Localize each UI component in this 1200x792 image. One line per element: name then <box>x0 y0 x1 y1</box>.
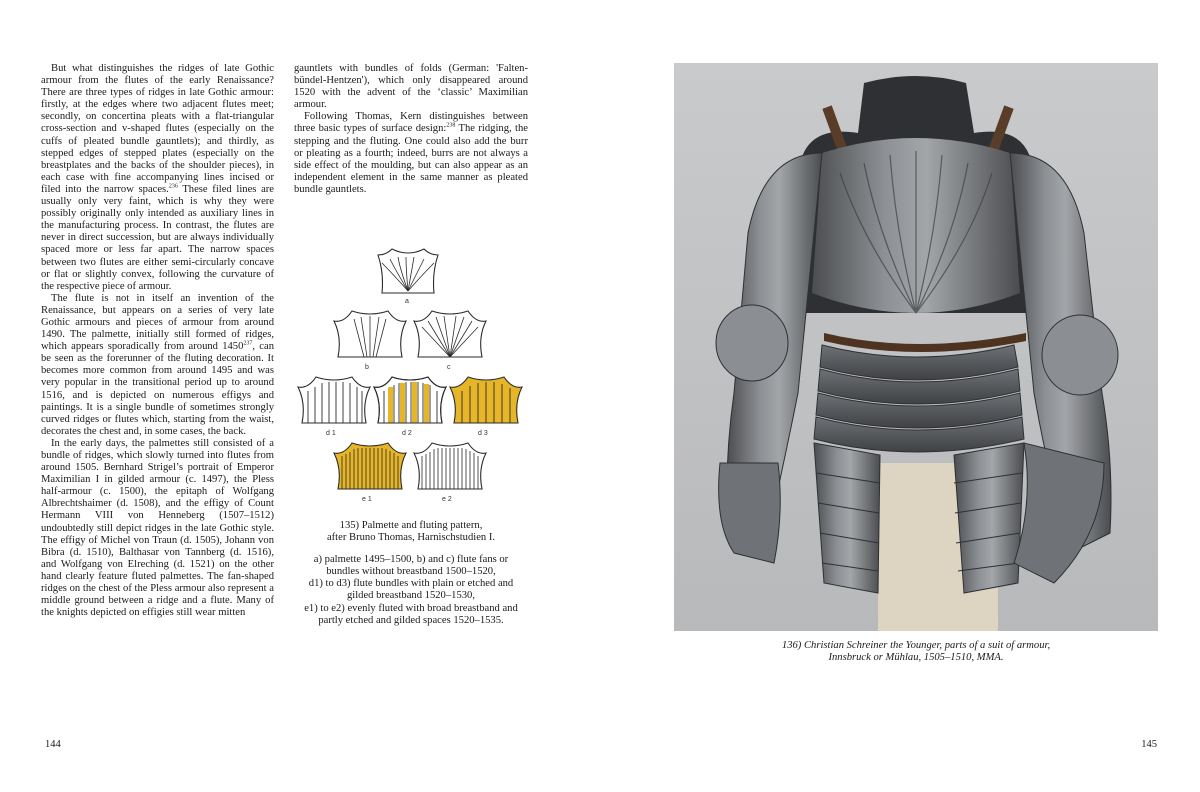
pattern-e1 <box>334 443 406 503</box>
page-number-right: 145 <box>1141 739 1157 750</box>
figure-136-caption: 136) Christian Schreiner the Younger, parts of a suit of armour, Innsbruck or Mühlau, 1505–1510, MMA. <box>781 640 1051 664</box>
paragraph: gauntlets with bundles of folds (German: 'Falten-bündel-Hentzen'), which only disappeared around 1520 with the advent of the ‘classic’ Maximilian armour. <box>294 63 528 111</box>
pattern-a <box>378 249 438 305</box>
footnote-ref: 236 <box>168 183 178 190</box>
paragraph: In the early days, the palmettes still consisted of a bundle of ridges, which slowly turned into flutes from around 1505. Bernhard Strigel’s portrait of Emperor Maximilian I in gilded armour (c. 1497), the Pless half-armour (c. 1500), the epitaph of Wolfgang Albrechtshaimer (d. 1508), and the effigy of Count Hermann VIII von Henneberg (1507–1512) undoubtedly still depict ridges in the late Gothic style. The effigy of Michel von Traun (d. 1505), Johann von Bibra (d. 1510), Balthasar von Tannberg (d. 1516), and Wolfgang von Elreching (d. 1521) on the other hand clearly feature fluted palmettes. The fan-shaped ridges on the chest of the Pless armour also represent a middle ground between a ridge and a flute. Many of the knights depicted on effigies still wear mitten <box>41 437 274 619</box>
footnote-ref: 237 <box>243 340 253 347</box>
label-c: c <box>447 364 451 371</box>
label-d2: d 2 <box>402 430 412 437</box>
pattern-d3 <box>450 377 522 437</box>
label-e1: e 1 <box>362 496 372 503</box>
paragraph: But what distinguishes the ridges of late Gothic armour from the flutes of the early Renaissance? There are three types of ridges in late Gothic armour: firstly, at the edges where two adjacent flutes meet; secondly, on concertina pleats with a flat-triangular cross-section and v-shaped flutes (especially on the cuffs of pleated bundle gauntlets); and thirdly, as stepped edges of stepped plates (especially on the breastplates and the backs of the shoulder pieces), in each case with fine accompanying lines incised or filed into the narrow spaces.$^{236}$ These filed lines are usually only very faint, which is why they were possibly originally only intended as auxiliary lines in the manufacturing process. In contrast, the flutes are never in direct succession, but are always individually spaced more or less far apart. The narrow spaces between two flutes are either semi-circularly concave or flat or slightly convex, following the curvature of the respective piece of armour. <box>41 63 274 292</box>
label-a: a <box>405 298 409 305</box>
armour-photograph <box>674 63 1158 631</box>
pattern-c <box>414 311 486 371</box>
paragraph: The flute is not in itself an invention of the Renaissance, but appears on a series of very late Gothic armours and pieces of armour from around 1490. The palmette, initially still formed of ridges, which appears sporadically from around 1450$^{237}$, can be seen as the forerunner of the fluting decoration. It becomes more common from around 1495 and was very popular in the transitional period up to around 1516, and is depicted on numerous effigys and paintings. It is a single bundle of sometimes strongly curved ridges or flutes which, starting from the waist, decorates the chest and, in some cases, the back. <box>41 292 274 437</box>
footnote-ref: 238 <box>446 122 456 129</box>
page-number-left: 144 <box>45 739 61 750</box>
label-d3: d 3 <box>478 430 488 437</box>
pattern-e2 <box>414 443 486 503</box>
text-column-right <box>294 63 528 196</box>
label-b: b <box>365 364 369 371</box>
paragraph: Following Thomas, Kern distinguishes between three basic types of surface design:$^{238}$ The ridging, the stepping and the fluting. One could also add the burr or pleating as a fourth; indeed, burrs are not always a side effect of the moulding, but can also appear as an independent element in the same manner as pleated bundle gauntlets. <box>294 111 528 195</box>
pattern-d1 <box>298 377 370 437</box>
text-column-left <box>41 63 274 619</box>
pattern-b <box>334 311 406 371</box>
figure-135-caption: 135) Palmette and fluting pattern, after Bruno Thomas, Harnischstudien I. a) palmette 1495–1500, b) and c) flute fans or bundles without breastband 1500–1520, d1) to d3) flute bundles with plain or etched and gilded breastband 1520–1530, e1) to e2) evenly fluted with broad breastband and partly etched and gilded spaces 1520–1535. <box>304 520 518 626</box>
pattern-d2 <box>374 377 446 437</box>
fluting-pattern-diagram <box>296 243 526 511</box>
label-e2: e 2 <box>442 496 452 503</box>
label-d1: d 1 <box>326 430 336 437</box>
